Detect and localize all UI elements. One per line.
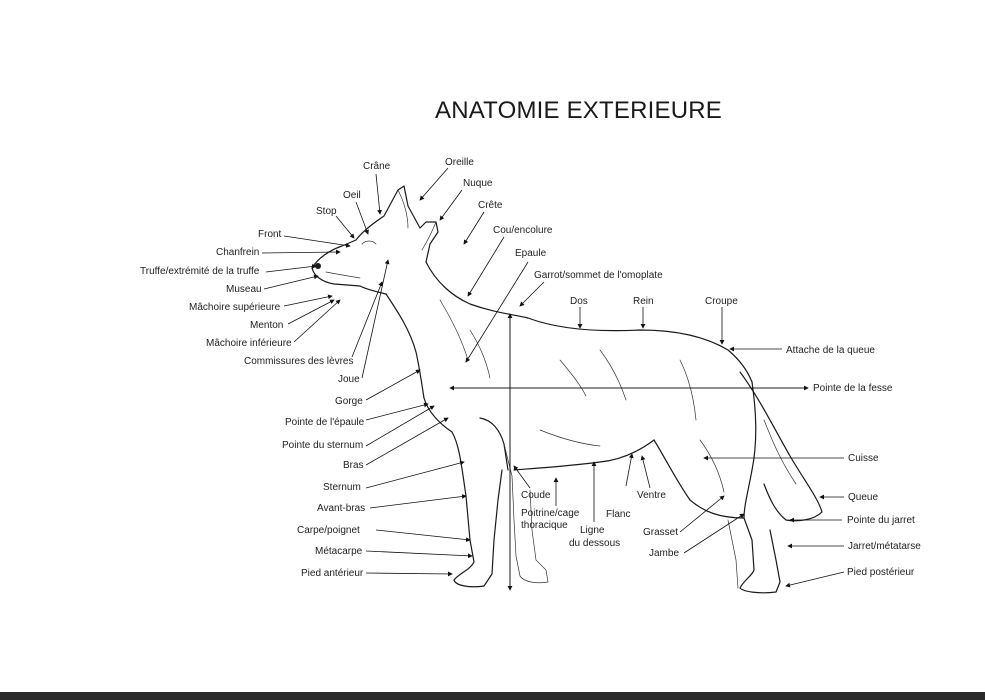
label-flanc: Flanc xyxy=(606,509,631,520)
label-oreille: Oreille xyxy=(445,157,474,168)
label-poitrine-2: thoracique xyxy=(521,520,568,531)
label-joue: Joue xyxy=(338,374,360,385)
label-museau: Museau xyxy=(226,284,262,295)
label-poitrine-1: Poitrine/cage xyxy=(521,508,580,519)
label-dos: Dos xyxy=(570,296,588,307)
label-cuisse: Cuisse xyxy=(848,453,879,464)
label-croupe: Croupe xyxy=(705,296,738,307)
label-coude: Coude xyxy=(521,490,551,501)
label-attache-queue: Attache de la queue xyxy=(786,345,875,356)
label-truffe: Truffe/extrémité de la truffe xyxy=(140,266,260,277)
label-ligne-1: Ligne xyxy=(580,525,605,536)
label-pointe-jarret: Pointe du jarret xyxy=(847,515,915,526)
label-grasset: Grasset xyxy=(643,527,679,538)
bottom-bar xyxy=(0,692,985,700)
label-nuque: Nuque xyxy=(463,178,493,189)
label-chanfrein: Chanfrein xyxy=(216,247,260,258)
label-machoire-inf: Mâchoire inférieure xyxy=(206,338,292,349)
diagram-title: ANATOMIE EXTERIEURE xyxy=(435,97,722,124)
label-pied-post: Pied postérieur xyxy=(847,567,915,578)
label-pointe-sternum: Pointe du sternum xyxy=(282,440,364,451)
label-front: Front xyxy=(258,229,282,240)
label-metacarpe: Métacarpe xyxy=(315,546,363,557)
label-bras: Bras xyxy=(343,460,364,471)
label-gorge: Gorge xyxy=(335,396,363,407)
label-jambe: Jambe xyxy=(649,548,680,559)
label-carpe: Carpe/poignet xyxy=(297,525,360,536)
label-stop: Stop xyxy=(316,206,337,217)
label-pied-ant: Pied antérieur xyxy=(301,568,364,579)
label-pointe-epaule: Pointe de l'épaule xyxy=(285,417,365,428)
label-oeil: Oeil xyxy=(343,190,361,201)
label-machoire-sup: Mâchoire supérieure xyxy=(189,302,281,313)
label-cou: Cou/encolure xyxy=(493,225,553,236)
label-rein: Rein xyxy=(633,296,654,307)
label-ventre: Ventre xyxy=(637,490,666,501)
label-crane: Crâne xyxy=(363,161,391,172)
label-avant-bras: Avant-bras xyxy=(317,503,366,514)
label-menton: Menton xyxy=(250,320,284,331)
label-jarret: Jarret/métatarse xyxy=(848,541,921,552)
label-pointe-fesse: Pointe de la fesse xyxy=(813,383,893,394)
label-queue: Queue xyxy=(848,492,879,503)
label-commissures: Commissures des lèvres xyxy=(244,356,354,367)
label-ligne-2: du dessous xyxy=(569,538,621,549)
label-sternum: Sternum xyxy=(323,482,361,493)
label-garrot: Garrot/sommet de l'omoplate xyxy=(534,270,663,281)
label-epaule: Epaule xyxy=(515,248,547,259)
label-crete: Crête xyxy=(478,200,503,211)
